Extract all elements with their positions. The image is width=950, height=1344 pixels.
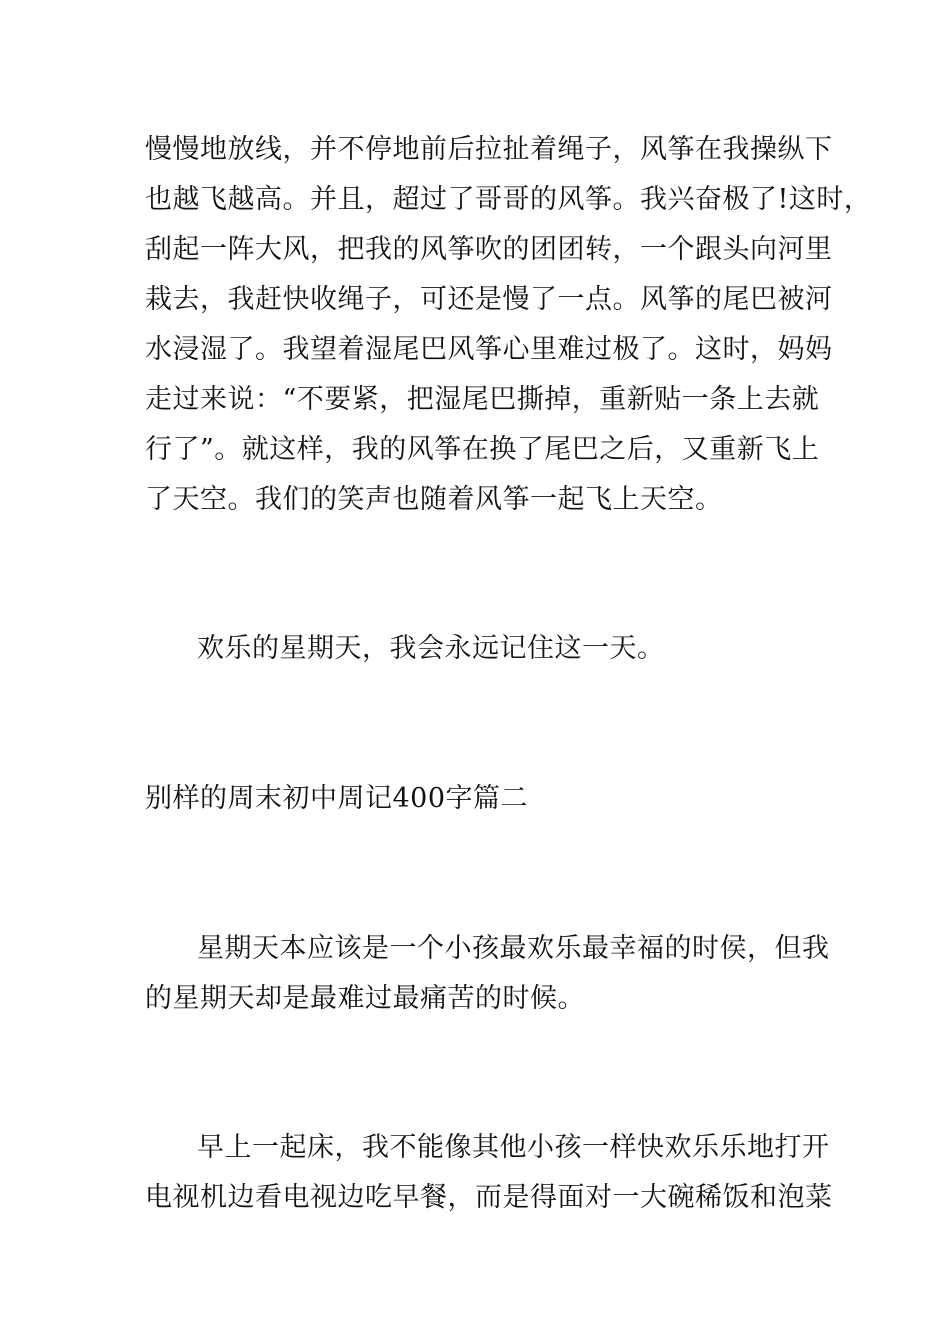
text-line: 走过来说：“不要紧，把湿尾巴撕掉，重新贴一条上去就: [145, 384, 820, 415]
text-line: 水浸湿了。我望着湿尾巴风筝心里难过极了。这时，妈妈: [145, 334, 833, 365]
text-line: 电视机边看电视边吃早餐，而是得面对一大碗稀饭和泡菜: [145, 1182, 833, 1213]
text-line: 的星期天却是最难过最痛苦的时候。: [145, 983, 585, 1014]
text-line: 也越飞越高。并且，超过了哥哥的风筝。我兴奋极了!这时，: [145, 184, 872, 215]
text-line: 了天空。我们的笑声也随着风筝一起飞上天空。: [145, 484, 723, 515]
text-line: 慢慢地放线，并不停地前后拉扯着绳子，风筝在我操纵下: [145, 134, 833, 165]
text-line: 行了”。就这样，我的风筝在换了尾巴之后，又重新飞上: [145, 434, 820, 465]
text-line: 刮起一阵大风，把我的风筝吹的团团转，一个跟头向河里: [145, 234, 833, 265]
text-line: 星期天本应该是一个小孩最欢乐最幸福的时侯，但我: [197, 933, 830, 964]
text-line: 栽去，我赶快收绳子，可还是慢了一点。风筝的尾巴被河: [145, 284, 833, 315]
text-line: 欢乐的星期天，我会永远记住这一天。: [197, 633, 665, 664]
text-line: 早上一起床，我不能像其他小孩一样快欢乐乐地打开: [197, 1132, 830, 1163]
section-heading: 别样的周末初中周记400字篇二: [145, 783, 529, 814]
